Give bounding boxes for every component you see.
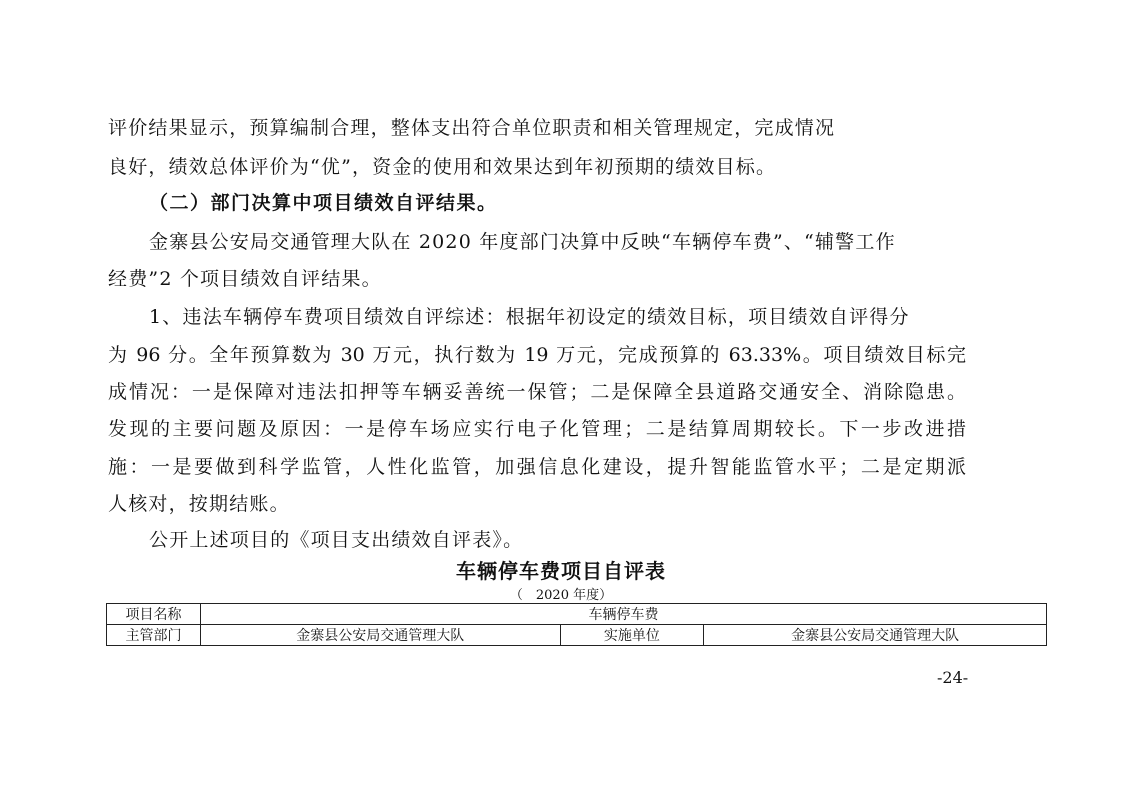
table-cell: 主管部门 bbox=[107, 625, 201, 646]
table-cell: 车辆停车费 bbox=[200, 604, 1046, 625]
paragraph-line: 人核对，按期结账。 bbox=[108, 493, 290, 515]
table-cell: 金寨县公安局交通管理大队 bbox=[200, 625, 560, 646]
paragraph-line: 为 96 分。全年预算数为 30 万元，执行数为 19 万元，完成预算的 63.33%。项目绩效目标完 bbox=[108, 344, 966, 366]
table-cell: 项目名称 bbox=[107, 604, 201, 625]
paragraph-line: 经费”2 个项目绩效自评结果。 bbox=[108, 268, 382, 290]
paragraph-line: 施：一是要做到科学监管，人性化监管，加强信息化建设，提升智能监管水平；二是定期派 bbox=[108, 456, 966, 478]
table-year: （ 2020 年度） bbox=[509, 588, 613, 603]
paragraph-line: 成情况：一是保障对违法扣押等车辆妥善统一保管；二是保障全县道路交通安全、消除隐患。 bbox=[108, 381, 966, 403]
page-number: -24- bbox=[937, 668, 969, 687]
section-heading: （二）部门决算中项目绩效自评结果。 bbox=[149, 192, 498, 214]
evaluation-table bbox=[106, 603, 1047, 646]
table-title: 车辆停车费项目自评表 bbox=[456, 559, 666, 583]
table-cell: 实施单位 bbox=[560, 625, 704, 646]
table-cell: 金寨县公安局交通管理大队 bbox=[704, 625, 1047, 646]
paragraph-line: 公开上述项目的《项目支出绩效自评表》。 bbox=[149, 529, 524, 551]
paragraph-line: 良好，绩效总体评价为“优”，资金的使用和效果达到年初预期的绩效目标。 bbox=[108, 156, 777, 178]
table-row bbox=[107, 604, 1047, 625]
paragraph-line: 评价结果显示，预算编制合理，整体支出符合单位职责和相关管理规定，完成情况 bbox=[108, 117, 836, 139]
paragraph-line: 1、违法车辆停车费项目绩效自评综述：根据年初设定的绩效目标，项目绩效自评得分 bbox=[149, 306, 910, 328]
table-row bbox=[107, 625, 1047, 646]
paragraph-line: 金寨县公安局交通管理大队在 2020 年度部门决算中反映“车辆停车费”、“辅警工作 bbox=[149, 231, 896, 253]
paragraph-line: 发现的主要问题及原因：一是停车场应实行电子化管理；二是结算周期较长。下一步改进措 bbox=[108, 418, 966, 440]
